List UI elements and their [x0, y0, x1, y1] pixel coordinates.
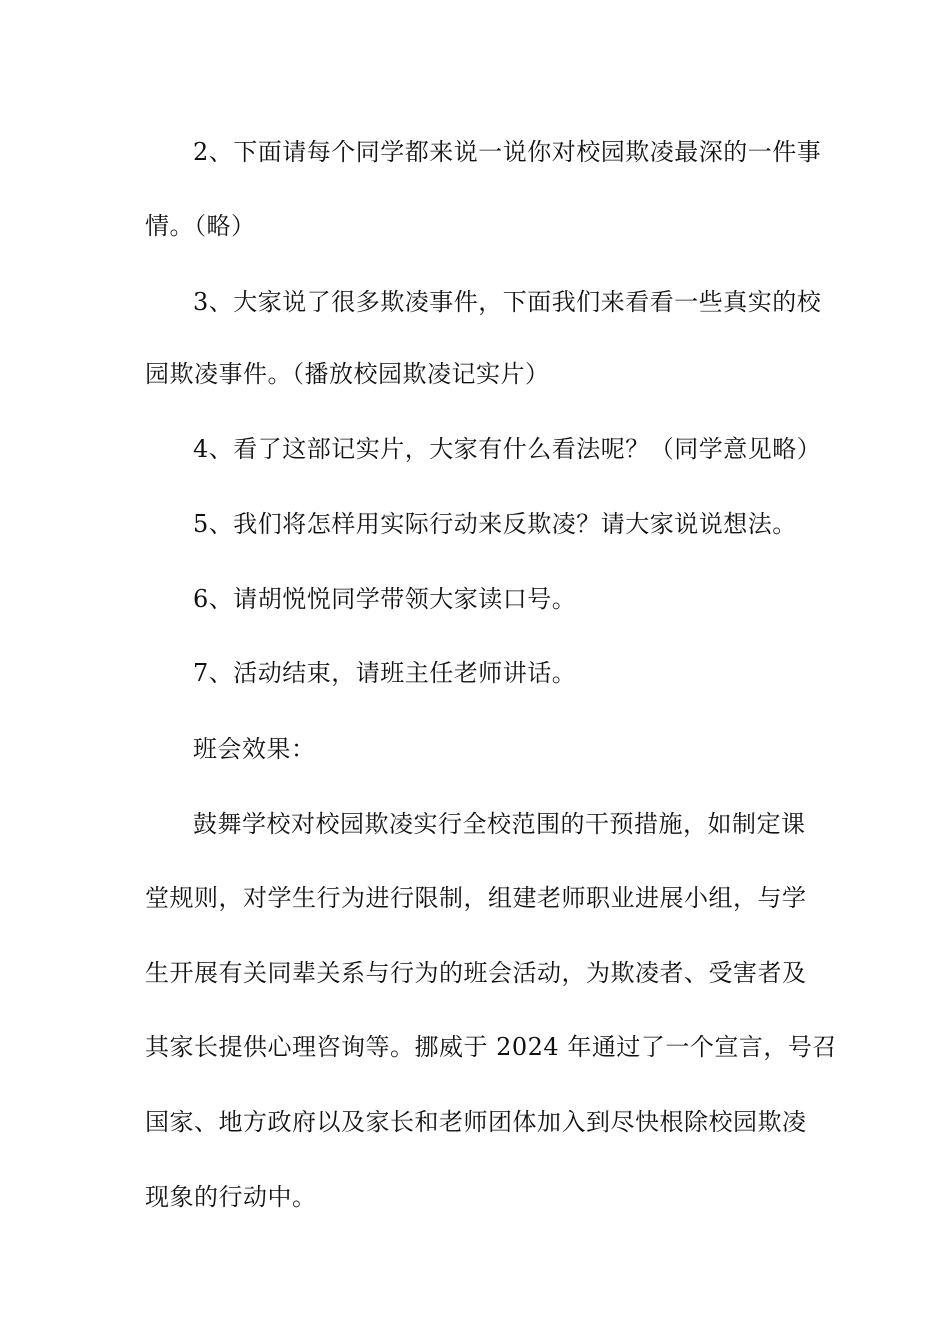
text-line: 7、活动结束，请班主任老师讲话。: [193, 659, 577, 687]
section-heading: 班会效果：: [193, 735, 316, 763]
text-line: 其家长提供心理咨询等。挪威于 2024 年通过了一个宣言，号召: [145, 1033, 837, 1061]
text-line: 2、下面请每个同学都来说一说你对校园欺凌最深的一件事: [193, 138, 822, 166]
text-line: 现象的行动中。: [145, 1183, 317, 1211]
text-line: 4、看了这部记实片，大家有什么看法呢？（同学意见略）: [193, 435, 822, 463]
text-line: 5、我们将怎样用实际行动来反欺凌？请大家说说想法。: [193, 510, 797, 538]
text-line: 生开展有关同辈关系与行为的班会活动，为欺凌者、受害者及: [145, 959, 807, 987]
text-line: 园欺凌事件。（播放校园欺凌记实片）: [145, 360, 550, 388]
text-line: 鼓舞学校对校园欺凌实行全校范围的干预措施，如制定课: [193, 810, 806, 838]
text-line: 堂规则，对学生行为进行限制，组建老师职业进展小组，与学: [145, 884, 807, 912]
text-line: 情。（略）: [145, 212, 256, 240]
text-line: 3、大家说了很多欺凌事件，下面我们来看看一些真实的校: [193, 288, 822, 316]
text-line: 国家、地方政府以及家长和老师团体加入到尽快根除校园欺凌: [145, 1108, 807, 1136]
text-line: 6、请胡悦悦同学带领大家读口号。: [193, 585, 577, 613]
